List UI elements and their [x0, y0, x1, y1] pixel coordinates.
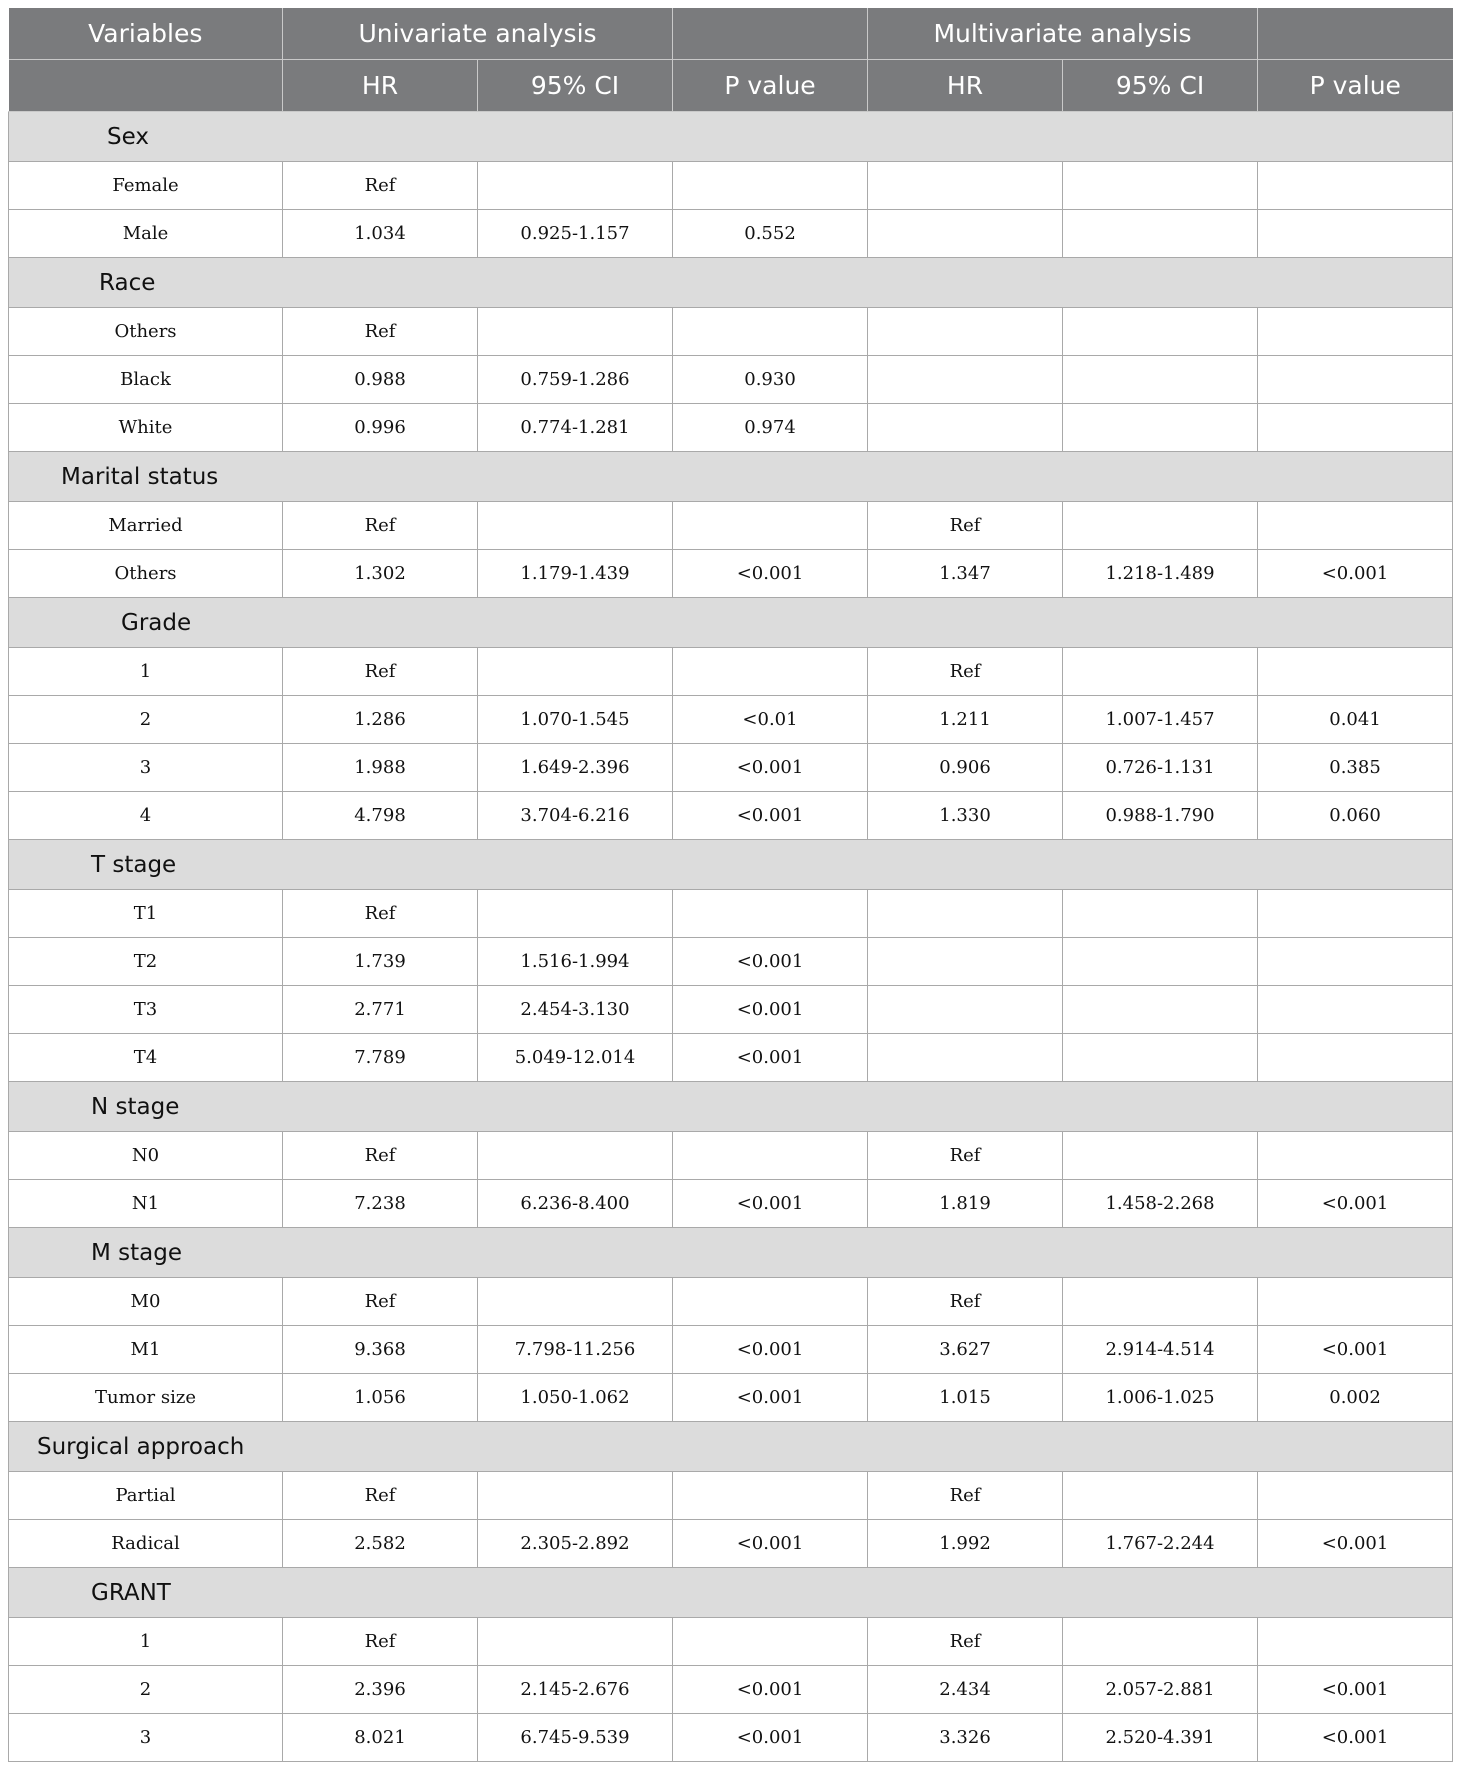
- cell-uni-hr: Ref: [283, 648, 478, 696]
- cell-uni-ci: 0.759-1.286: [478, 356, 673, 404]
- header-row-2: [9, 60, 1453, 112]
- table-row: [9, 792, 1453, 840]
- group-label: Marital status: [61, 463, 219, 490]
- results-table-container: [8, 8, 1452, 1762]
- cell-level: 3: [9, 744, 283, 792]
- group-header-cell: [9, 258, 1453, 308]
- cell-multi-p: [1258, 308, 1453, 356]
- table-row: [9, 404, 1453, 452]
- cell-multi-p: [1258, 890, 1453, 938]
- cell-uni-ci: 1.050-1.062: [478, 1374, 673, 1422]
- header-univariate: Univariate analysis: [283, 8, 673, 60]
- cell-multi-ci: 1.218-1.489: [1063, 550, 1258, 598]
- cell-multi-hr: 1.347: [868, 550, 1063, 598]
- group-row: [9, 1082, 1453, 1132]
- cell-multi-ci: [1063, 938, 1258, 986]
- cell-uni-p: [673, 502, 868, 550]
- table-row: [9, 938, 1453, 986]
- cell-multi-ci: 2.914-4.514: [1063, 1326, 1258, 1374]
- group-header-cell: [9, 1082, 1453, 1132]
- cell-multi-ci: [1063, 1278, 1258, 1326]
- cell-uni-ci: 1.070-1.545: [478, 696, 673, 744]
- header-multi-ci: 95% CI: [1063, 60, 1258, 112]
- cell-uni-ci: [478, 502, 673, 550]
- table-row: [9, 890, 1453, 938]
- cell-multi-ci: 1.006-1.025: [1063, 1374, 1258, 1422]
- cell-multi-ci: 2.520-4.391: [1063, 1714, 1258, 1762]
- cell-multi-ci: [1063, 210, 1258, 258]
- cell-level: T4: [9, 1034, 283, 1082]
- cell-multi-ci: [1063, 162, 1258, 210]
- cell-multi-p: [1258, 356, 1453, 404]
- group-header-cell: [9, 840, 1453, 890]
- group-header-cell: [9, 1228, 1453, 1278]
- cell-uni-p: <0.001: [673, 1180, 868, 1228]
- cell-uni-p: [673, 1472, 868, 1520]
- cell-level: N1: [9, 1180, 283, 1228]
- table-row: [9, 1666, 1453, 1714]
- cell-level: T2: [9, 938, 283, 986]
- cell-level: Male: [9, 210, 283, 258]
- table-row: [9, 1132, 1453, 1180]
- cell-multi-hr: 1.330: [868, 792, 1063, 840]
- cell-multi-p: [1258, 162, 1453, 210]
- cell-uni-hr: Ref: [283, 1132, 478, 1180]
- cell-level: 3: [9, 1714, 283, 1762]
- cell-uni-hr: 1.034: [283, 210, 478, 258]
- cell-uni-ci: 6.236-8.400: [478, 1180, 673, 1228]
- cell-uni-ci: 2.145-2.676: [478, 1666, 673, 1714]
- cell-multi-ci: [1063, 890, 1258, 938]
- cell-level: Female: [9, 162, 283, 210]
- cell-uni-hr: 8.021: [283, 1714, 478, 1762]
- cell-level: Partial: [9, 1472, 283, 1520]
- cell-multi-hr: Ref: [868, 648, 1063, 696]
- cell-uni-hr: 0.996: [283, 404, 478, 452]
- cell-uni-hr: Ref: [283, 890, 478, 938]
- cell-multi-ci: [1063, 1618, 1258, 1666]
- cell-level: N0: [9, 1132, 283, 1180]
- table-row: [9, 648, 1453, 696]
- cell-multi-hr: 3.326: [868, 1714, 1063, 1762]
- group-label: T stage: [91, 851, 177, 878]
- table-row: [9, 1034, 1453, 1082]
- cell-uni-hr: Ref: [283, 162, 478, 210]
- cell-uni-p: <0.001: [673, 1034, 868, 1082]
- cell-level: 2: [9, 696, 283, 744]
- cell-uni-p: <0.001: [673, 938, 868, 986]
- cell-multi-hr: 1.211: [868, 696, 1063, 744]
- cell-uni-p: [673, 890, 868, 938]
- cell-uni-ci: 7.798-11.256: [478, 1326, 673, 1374]
- cell-uni-ci: 1.179-1.439: [478, 550, 673, 598]
- cell-uni-ci: [478, 1132, 673, 1180]
- header-uni-ci: 95% CI: [478, 60, 673, 112]
- cell-uni-ci: [478, 162, 673, 210]
- cell-uni-ci: 1.516-1.994: [478, 938, 673, 986]
- cell-multi-p: 0.041: [1258, 696, 1453, 744]
- cell-level: 2: [9, 1666, 283, 1714]
- cell-multi-ci: [1063, 1132, 1258, 1180]
- cell-multi-p: [1258, 986, 1453, 1034]
- cell-uni-hr: 0.988: [283, 356, 478, 404]
- cell-multi-ci: 1.007-1.457: [1063, 696, 1258, 744]
- group-row: [9, 452, 1453, 502]
- cell-uni-ci: [478, 1472, 673, 1520]
- header-uni-p: P value: [673, 60, 868, 112]
- cell-multi-hr: [868, 890, 1063, 938]
- table-row: [9, 550, 1453, 598]
- table-row: [9, 1472, 1453, 1520]
- cell-uni-hr: 4.798: [283, 792, 478, 840]
- table-row: [9, 1520, 1453, 1568]
- cell-multi-ci: [1063, 648, 1258, 696]
- table-row: [9, 1714, 1453, 1762]
- cell-multi-hr: [868, 210, 1063, 258]
- cell-level: 1: [9, 1618, 283, 1666]
- cell-multi-ci: 0.726-1.131: [1063, 744, 1258, 792]
- cell-uni-hr: 1.988: [283, 744, 478, 792]
- cell-multi-p: [1258, 648, 1453, 696]
- cell-uni-ci: 2.454-3.130: [478, 986, 673, 1034]
- cell-uni-hr: 2.396: [283, 1666, 478, 1714]
- cell-uni-hr: Ref: [283, 1472, 478, 1520]
- cell-uni-ci: [478, 890, 673, 938]
- cell-uni-p: [673, 1132, 868, 1180]
- cell-multi-ci: [1063, 1472, 1258, 1520]
- cell-level: Married: [9, 502, 283, 550]
- cell-multi-hr: 1.819: [868, 1180, 1063, 1228]
- cell-multi-hr: 0.906: [868, 744, 1063, 792]
- cell-multi-p: [1258, 938, 1453, 986]
- cell-multi-hr: [868, 404, 1063, 452]
- cell-uni-ci: [478, 648, 673, 696]
- cell-uni-p: [673, 1278, 868, 1326]
- cell-multi-p: [1258, 210, 1453, 258]
- table-row: [9, 1618, 1453, 1666]
- table-row: [9, 162, 1453, 210]
- cell-uni-hr: Ref: [283, 308, 478, 356]
- cell-uni-ci: [478, 308, 673, 356]
- header-variables-blank: [9, 60, 283, 112]
- cell-level: M1: [9, 1326, 283, 1374]
- group-label: Race: [99, 269, 156, 296]
- cell-uni-p: 0.930: [673, 356, 868, 404]
- group-row: [9, 1228, 1453, 1278]
- cell-level: M0: [9, 1278, 283, 1326]
- table-row: [9, 986, 1453, 1034]
- cell-uni-p: <0.01: [673, 696, 868, 744]
- cell-uni-p: <0.001: [673, 1326, 868, 1374]
- cell-multi-hr: [868, 986, 1063, 1034]
- header-multivariate: Multivariate analysis: [868, 8, 1258, 60]
- cell-multi-p: [1258, 1034, 1453, 1082]
- cell-multi-hr: 3.627: [868, 1326, 1063, 1374]
- cell-multi-hr: Ref: [868, 1472, 1063, 1520]
- cell-uni-hr: 7.238: [283, 1180, 478, 1228]
- cell-level: Black: [9, 356, 283, 404]
- cell-uni-hr: 9.368: [283, 1326, 478, 1374]
- group-label: Sex: [107, 123, 149, 150]
- table-row: [9, 1180, 1453, 1228]
- cell-uni-p: [673, 1618, 868, 1666]
- table-header: [9, 8, 1453, 112]
- table-body: [9, 112, 1453, 1762]
- cell-multi-hr: [868, 1034, 1063, 1082]
- cell-uni-p: <0.001: [673, 1374, 868, 1422]
- table-row: [9, 308, 1453, 356]
- cell-multi-ci: [1063, 404, 1258, 452]
- cell-uni-ci: 3.704-6.216: [478, 792, 673, 840]
- header-multi-p: P value: [1258, 60, 1453, 112]
- cell-uni-ci: [478, 1278, 673, 1326]
- cell-level: T1: [9, 890, 283, 938]
- header-uni-hr: HR: [283, 60, 478, 112]
- cell-multi-p: [1258, 1278, 1453, 1326]
- table-row: [9, 1326, 1453, 1374]
- cell-uni-hr: 7.789: [283, 1034, 478, 1082]
- cell-multi-hr: [868, 308, 1063, 356]
- cell-multi-p: <0.001: [1258, 1180, 1453, 1228]
- header-variables: Variables: [9, 8, 283, 60]
- group-header-cell: [9, 1422, 1453, 1472]
- cell-level: T3: [9, 986, 283, 1034]
- cell-multi-p: 0.060: [1258, 792, 1453, 840]
- cell-multi-p: <0.001: [1258, 1326, 1453, 1374]
- cell-level: Tumor size: [9, 1374, 283, 1422]
- cell-multi-ci: [1063, 308, 1258, 356]
- cell-multi-ci: [1063, 986, 1258, 1034]
- cell-uni-ci: 0.925-1.157: [478, 210, 673, 258]
- cell-uni-hr: Ref: [283, 1618, 478, 1666]
- cell-multi-hr: Ref: [868, 502, 1063, 550]
- cell-uni-hr: 1.302: [283, 550, 478, 598]
- cell-multi-hr: [868, 356, 1063, 404]
- cell-multi-ci: 0.988-1.790: [1063, 792, 1258, 840]
- cell-level: 1: [9, 648, 283, 696]
- cell-uni-p: <0.001: [673, 1714, 868, 1762]
- cell-multi-hr: Ref: [868, 1132, 1063, 1180]
- cell-uni-p: <0.001: [673, 1666, 868, 1714]
- cell-level: White: [9, 404, 283, 452]
- cell-uni-p: [673, 308, 868, 356]
- table-row: [9, 1278, 1453, 1326]
- cell-uni-ci: 0.774-1.281: [478, 404, 673, 452]
- cell-multi-p: <0.001: [1258, 1666, 1453, 1714]
- cell-uni-ci: 1.649-2.396: [478, 744, 673, 792]
- cell-multi-ci: [1063, 1034, 1258, 1082]
- cell-multi-p: [1258, 502, 1453, 550]
- group-row: [9, 1422, 1453, 1472]
- cell-uni-ci: 2.305-2.892: [478, 1520, 673, 1568]
- group-label: GRANT: [91, 1579, 171, 1606]
- group-label: N stage: [91, 1093, 180, 1120]
- cell-uni-p: 0.552: [673, 210, 868, 258]
- cell-uni-hr: 1.739: [283, 938, 478, 986]
- cell-multi-ci: [1063, 502, 1258, 550]
- group-header-cell: [9, 452, 1453, 502]
- group-row: [9, 1568, 1453, 1618]
- hazard-ratio-table: [8, 8, 1453, 1762]
- cell-multi-p: [1258, 1618, 1453, 1666]
- cell-multi-hr: Ref: [868, 1278, 1063, 1326]
- cell-uni-hr: Ref: [283, 1278, 478, 1326]
- group-row: [9, 840, 1453, 890]
- cell-multi-hr: 2.434: [868, 1666, 1063, 1714]
- cell-multi-ci: [1063, 356, 1258, 404]
- cell-level: Radical: [9, 1520, 283, 1568]
- table-row: [9, 502, 1453, 550]
- cell-uni-p: 0.974: [673, 404, 868, 452]
- cell-level: 4: [9, 792, 283, 840]
- cell-multi-p: <0.001: [1258, 550, 1453, 598]
- cell-uni-p: <0.001: [673, 986, 868, 1034]
- group-row: [9, 112, 1453, 162]
- cell-uni-p: <0.001: [673, 792, 868, 840]
- cell-multi-hr: 1.992: [868, 1520, 1063, 1568]
- cell-multi-p: <0.001: [1258, 1714, 1453, 1762]
- group-header-cell: [9, 112, 1453, 162]
- group-label: M stage: [91, 1239, 183, 1266]
- cell-uni-hr: 2.582: [283, 1520, 478, 1568]
- table-row: [9, 210, 1453, 258]
- cell-level: Others: [9, 550, 283, 598]
- cell-multi-ci: 1.767-2.244: [1063, 1520, 1258, 1568]
- cell-uni-p: <0.001: [673, 550, 868, 598]
- cell-uni-hr: Ref: [283, 502, 478, 550]
- header-blank-multivariate: [1258, 8, 1453, 60]
- cell-multi-ci: 2.057-2.881: [1063, 1666, 1258, 1714]
- header-multi-hr: HR: [868, 60, 1063, 112]
- cell-uni-hr: 2.771: [283, 986, 478, 1034]
- table-row: [9, 1374, 1453, 1422]
- cell-uni-p: [673, 648, 868, 696]
- cell-uni-ci: 5.049-12.014: [478, 1034, 673, 1082]
- cell-uni-p: [673, 162, 868, 210]
- cell-multi-hr: [868, 938, 1063, 986]
- cell-uni-p: <0.001: [673, 744, 868, 792]
- group-header-cell: [9, 1568, 1453, 1618]
- cell-multi-p: 0.002: [1258, 1374, 1453, 1422]
- table-row: [9, 356, 1453, 404]
- header-row-1: [9, 8, 1453, 60]
- group-row: [9, 598, 1453, 648]
- cell-uni-ci: 6.745-9.539: [478, 1714, 673, 1762]
- cell-multi-ci: 1.458-2.268: [1063, 1180, 1258, 1228]
- group-label: Grade: [121, 609, 192, 636]
- cell-multi-p: [1258, 1132, 1453, 1180]
- group-header-cell: [9, 598, 1453, 648]
- cell-uni-ci: [478, 1618, 673, 1666]
- table-row: [9, 696, 1453, 744]
- cell-multi-hr: [868, 162, 1063, 210]
- cell-uni-hr: 1.056: [283, 1374, 478, 1422]
- group-label: Surgical approach: [37, 1433, 245, 1460]
- cell-multi-p: 0.385: [1258, 744, 1453, 792]
- cell-multi-hr: Ref: [868, 1618, 1063, 1666]
- cell-multi-hr: 1.015: [868, 1374, 1063, 1422]
- table-row: [9, 744, 1453, 792]
- cell-multi-p: <0.001: [1258, 1520, 1453, 1568]
- cell-uni-hr: 1.286: [283, 696, 478, 744]
- group-row: [9, 258, 1453, 308]
- cell-level: Others: [9, 308, 283, 356]
- header-blank-univariate: [673, 8, 868, 60]
- cell-multi-p: [1258, 404, 1453, 452]
- cell-multi-p: [1258, 1472, 1453, 1520]
- cell-uni-p: <0.001: [673, 1520, 868, 1568]
